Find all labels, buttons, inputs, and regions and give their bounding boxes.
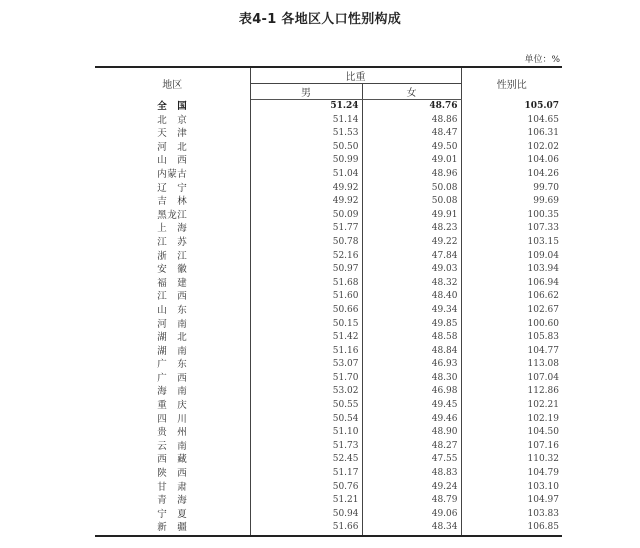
female-share-cell: 48.96 [362,168,461,182]
sex-ratio-cell: 104.06 [527,155,559,166]
region-cell: 北 京 [95,114,250,128]
sex-ratio-cell: 110.32 [527,454,559,465]
male-share-cell: 50.54 [250,413,362,427]
male-share-cell: 51.17 [250,467,362,481]
female-share-cell: 49.91 [362,209,461,223]
sex-ratio-cell: 112.86 [527,386,559,397]
table-row [95,521,562,536]
sex-ratio-cell: 104.97 [527,495,559,506]
sex-ratio-cell: 107.16 [527,440,559,451]
region-cell: 吉 林 [95,195,250,209]
region-cell: 广 西 [95,372,250,386]
header-male: 男 [250,84,362,100]
table-row [95,141,562,155]
table-row [95,168,562,182]
table-title: 表4-1 各地区人口性别构成 [238,12,402,27]
male-share-cell: 49.92 [250,195,362,209]
region-cell: 山 东 [95,304,250,318]
male-share-cell: 51.66 [250,521,362,536]
female-share-cell: 48.23 [362,222,461,236]
sex-ratio-cell: 100.35 [527,209,559,220]
sex-ratio-cell: 99.70 [533,182,559,193]
male-share-cell: 51.77 [250,222,362,236]
sex-ratio-cell: 102.21 [527,400,559,411]
male-share-cell: 51.42 [250,331,362,345]
table-row [95,358,562,372]
table-row [95,318,562,332]
male-share-cell: 51.10 [250,426,362,440]
table-row [95,236,562,250]
unit-label: 单位：% [524,55,560,65]
region-cell: 上 海 [95,222,250,236]
region-cell: 陕 西 [95,467,250,481]
female-share-cell: 48.27 [362,440,461,454]
male-share-cell: 50.66 [250,304,362,318]
sex-ratio-cell: 106.62 [527,291,559,302]
table-row [95,385,562,399]
region-cell: 辽 宁 [95,182,250,196]
table-row [95,277,562,291]
male-share-cell: 52.16 [250,250,362,264]
female-share-cell: 48.47 [362,127,461,141]
region-cell: 四 川 [95,413,250,427]
male-share-cell: 50.99 [250,154,362,168]
table-row [95,209,562,223]
female-share-cell: 49.45 [362,399,461,413]
male-share-cell: 50.09 [250,209,362,223]
female-share-cell: 49.46 [362,413,461,427]
female-share-cell: 49.22 [362,236,461,250]
header-sex-ratio: 性别比 [461,67,562,100]
region-cell: 青 海 [95,494,250,508]
female-share-cell: 50.08 [362,195,461,209]
region-cell: 天 津 [95,127,250,141]
male-share-cell: 50.50 [250,141,362,155]
male-share-cell: 51.16 [250,345,362,359]
sex-ratio-cell: 103.10 [527,481,559,492]
sex-ratio-cell: 102.19 [527,413,559,424]
table-row [95,508,562,522]
region-cell: 浙 江 [95,250,250,264]
sex-ratio-cell: 103.94 [527,264,559,275]
table-row [95,440,562,454]
region-cell: 广 东 [95,358,250,372]
sex-ratio-cell: 103.15 [527,236,559,247]
sex-ratio-cell: 106.94 [527,277,559,288]
sex-ratio-cell: 99.69 [533,196,559,207]
sex-ratio-cell: 104.50 [527,427,559,438]
male-share-cell: 51.73 [250,440,362,454]
table-row [95,494,562,508]
table-row [95,263,562,277]
region-cell: 江 苏 [95,236,250,250]
table-row [95,481,562,495]
region-cell: 山 西 [95,154,250,168]
female-share-cell: 48.76 [362,100,461,114]
table-row [95,250,562,264]
female-share-cell: 49.50 [362,141,461,155]
region-cell: 重 庆 [95,399,250,413]
sex-ratio-cell: 104.77 [527,345,559,356]
female-share-cell: 49.01 [362,154,461,168]
sex-ratio-cell: 104.26 [527,168,559,179]
sex-ratio-cell: 105.83 [527,332,559,343]
table-row [95,467,562,481]
table-header [95,67,562,100]
male-share-cell: 51.53 [250,127,362,141]
sex-ratio-cell: 100.60 [527,318,559,329]
sex-ratio-cell: 107.04 [527,372,559,383]
female-share-cell: 49.24 [362,481,461,495]
table-row [95,426,562,440]
region-cell: 安 徽 [95,263,250,277]
table-row [95,413,562,427]
table-row [95,195,562,209]
table-row [95,304,562,318]
region-cell: 西 藏 [95,453,250,467]
region-cell: 黑龙江 [95,209,250,223]
sex-ratio-cell: 102.02 [527,141,559,152]
region-cell: 江 西 [95,290,250,304]
region-cell: 宁 夏 [95,508,250,522]
header-region: 地区 [95,67,250,100]
table-row [95,399,562,413]
region-cell: 贵 州 [95,426,250,440]
header-weight: 比重 [250,67,461,84]
male-share-cell: 50.55 [250,399,362,413]
female-share-cell: 47.55 [362,453,461,467]
female-share-cell: 50.08 [362,182,461,196]
region-cell: 全 国 [95,100,250,114]
sex-ratio-cell: 106.31 [527,128,559,139]
table-row [95,290,562,304]
male-share-cell: 51.04 [250,168,362,182]
region-cell: 河 北 [95,141,250,155]
female-share-cell: 48.79 [362,494,461,508]
table-row [95,453,562,467]
male-share-cell: 52.45 [250,453,362,467]
table-row [95,345,562,359]
female-share-cell: 46.93 [362,358,461,372]
male-share-cell: 50.78 [250,236,362,250]
table-row [95,222,562,236]
female-share-cell: 48.86 [362,114,461,128]
male-share-cell: 51.70 [250,372,362,386]
header-female: 女 [362,84,461,100]
region-cell: 福 建 [95,277,250,291]
table-row [95,154,562,168]
region-cell: 新 疆 [95,521,250,536]
female-share-cell: 46.98 [362,385,461,399]
table-row-national [95,100,562,114]
male-share-cell: 53.02 [250,385,362,399]
sex-ratio-cell: 104.79 [527,468,559,479]
male-share-cell: 51.60 [250,290,362,304]
male-share-cell: 51.21 [250,494,362,508]
male-share-cell: 50.94 [250,508,362,522]
region-cell: 湖 北 [95,331,250,345]
female-share-cell: 49.03 [362,263,461,277]
male-share-cell: 50.97 [250,263,362,277]
male-share-cell: 53.07 [250,358,362,372]
table-row [95,182,562,196]
table-row [95,331,562,345]
region-cell: 甘 肃 [95,481,250,495]
female-share-cell: 48.40 [362,290,461,304]
sex-composition-table [95,66,562,537]
female-share-cell: 48.32 [362,277,461,291]
region-cell: 湖 南 [95,345,250,359]
sex-ratio-cell: 104.65 [527,114,559,125]
sex-ratio-cell: 103.83 [527,508,559,519]
table-row [95,114,562,128]
table-row [95,127,562,141]
sex-ratio-cell: 109.04 [527,250,559,261]
female-share-cell: 48.34 [362,521,461,536]
region-cell: 河 南 [95,318,250,332]
sex-ratio-cell: 107.33 [527,223,559,234]
male-share-cell: 50.15 [250,318,362,332]
male-share-cell: 51.68 [250,277,362,291]
female-share-cell: 48.30 [362,372,461,386]
female-share-cell: 47.84 [362,250,461,264]
region-cell: 内蒙古 [95,168,250,182]
female-share-cell: 48.83 [362,467,461,481]
male-share-cell: 51.24 [250,100,362,114]
sex-ratio-cell: 106.85 [461,521,562,536]
sex-ratio-cell: 105.07 [524,100,559,111]
sex-ratio-cell: 113.08 [527,359,559,370]
female-share-cell: 49.06 [362,508,461,522]
male-share-cell: 51.14 [250,114,362,128]
region-cell: 海 南 [95,385,250,399]
female-share-cell: 49.85 [362,318,461,332]
female-share-cell: 48.84 [362,345,461,359]
female-share-cell: 49.34 [362,304,461,318]
female-share-cell: 48.58 [362,331,461,345]
region-cell: 云 南 [95,440,250,454]
male-share-cell: 50.76 [250,481,362,495]
table-body [95,100,562,537]
sex-ratio-cell: 102.67 [527,304,559,315]
female-share-cell: 48.90 [362,426,461,440]
table-row [95,372,562,386]
male-share-cell: 49.92 [250,182,362,196]
